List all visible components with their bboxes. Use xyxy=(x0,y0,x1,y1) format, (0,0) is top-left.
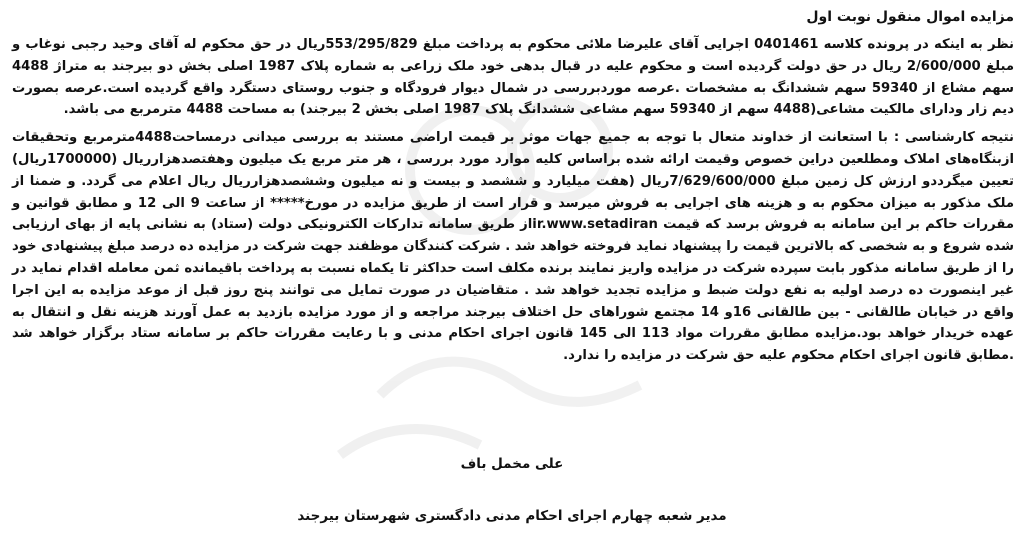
signature-name: علی مخمل باف xyxy=(460,456,564,472)
signature-title: مدیر شعبه چهارم اجرای احکام مدنی دادگستری شهرستان بیرجند xyxy=(297,508,727,524)
expert-opinion-paragraph: نتیجه کارشناسی : با استعانت از خداوند متعال با توجه به جمیع جهات موثر بر قیمت اراضی مستند به بررسی میدانی درمساحت4488مترمربع وتحقیقات ازبنگاه‌های املاک ومطلعین دراین خصوص وقیمت ارائه شده براساس کلیه موارد مورد بررسی ، هر متر مربع یک میلیون وهفتصدهزارریال (1700000ریال) تعیین میگرددو ارزش کل زمین مبلغ 7/629/600/000ریال (هفت میلیارد و ششصد و بیست و نه میلیون وششصدهزارریال ریال اعلام می گردد. و ضمنا از ملک مذکور به میزان محکوم به و هزینه های اجرایی به فروش میرسد و قرار است از طریق مزایده در مورخ***** از ساعت 9 الی 12 و مطابق قوانین و مقررات حاکم بر این سامانه به فروش برسد که قیمت ir.www.setadiranاز طریق سامانه تدارکات الکترونیکی دولت (ستاد) به نشانی پایه از بهای ارزیابی شده شروع و به شخصی که بالاترین قیمت را پیشنهاد نماید فروخته خواهد شد . شرکت کنندگان موظفند جهت شرکت در مزایده ده درصد مبلغ پیشنهادی خود را از طریق سامانه مذکور بابت سپرده شرکت در مزایده واریز نمایند برنده مکلف است حداکثر تا یکماه نسبت به پرداخت باقیمانده ثمن معامله اقدام نماید در غیر اینصورت ده درصد اولیه به نفع دولت ضبط و مزایده تجدید خواهد شد . متقاضیان در صورت تمایل می توانند پنج روز قبل از موعد مزایده به این اجرا واقع در خیابان طالقانی - بین طالقانی 16و 14 مجتمع شوراهای حل اختلاف بیرجند مراجعه و از مورد مزایده بازدید به عمل آورند هزینه نقل و انتقال به عهده خریدار خواهد بود.مزایده مطابق مقررات مواد 113 الی 145 قانون اجرای احکام مدنی و با رعایت مقررات حاکم بر سامانه ستاد برگزار خواهد شد .مطابق قانون اجرای احکام محکوم علیه حق شرکت در مزایده را ندارد. xyxy=(12,130,1015,364)
case-paragraph: نظر به اینکه در پرونده کلاسه 0401461 اجرایی آقای علیرضا ملائی محکوم به پرداخت مبلغ 553/295/829ریال در حق محکوم له آقای وحید رجبی نوغاب و مبلغ 2/600/000 ریال در حق دولت گردیده است و محکوم علیه در قبال بدهی خود ملک زراعی به شماره پلاک 1987 اصلی بخش دو بیرجند به متراژ 4488 سهم مشاع از 59340 سهم ششدانگ به مشخصات .عرصه موردبررسی در شمال دیوار فرودگاه و جنوب روستای دستگرد واقع گردیده است.عرصه بصورت دیم زار ودارای مالکیت مشاعی(4488 سهم از 59340 سهم مشاعی ششدانگ پلاک 1987 اصلی بخش 2 بیرجند) به مساحت 4488 مترمربع می باشد. xyxy=(12,37,1015,118)
notice-title: مزایده اموال منقول نوبت اول xyxy=(806,9,1014,25)
